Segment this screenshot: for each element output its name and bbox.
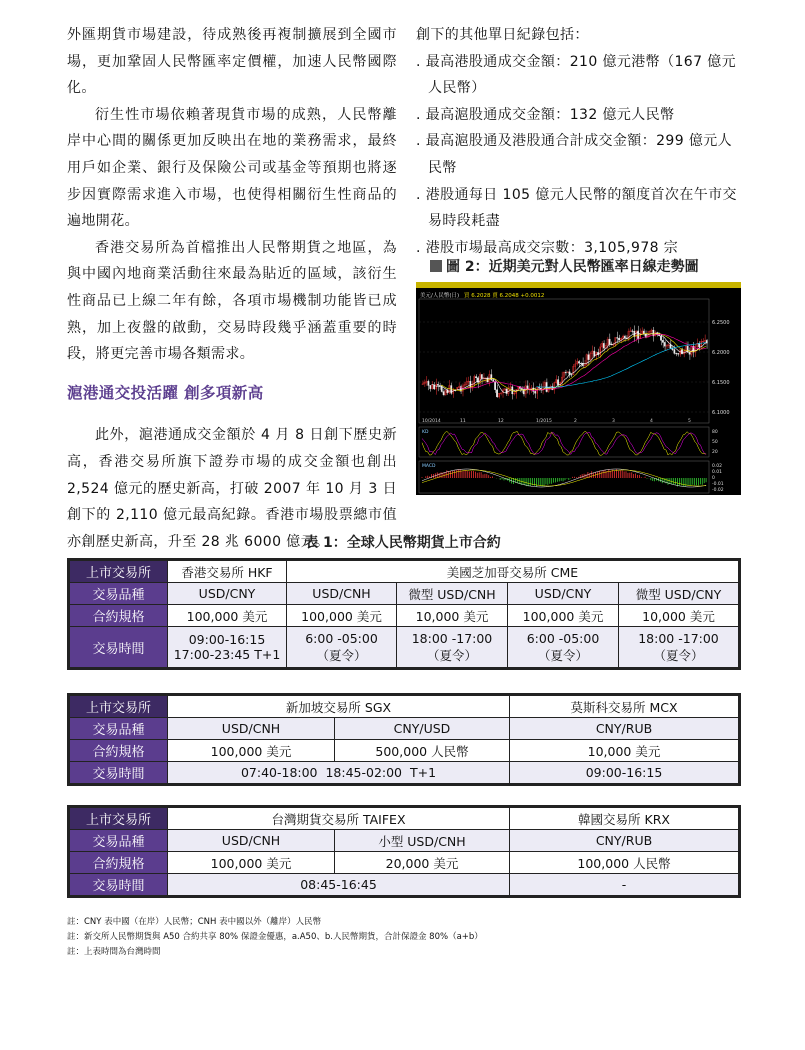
header-cell: 交易時間	[69, 627, 168, 669]
hours-cell: 09:00-16:15 17:00-23:45 T+1	[168, 627, 287, 669]
spec-cell: 10,000 美元	[397, 605, 508, 627]
candle-body	[533, 388, 534, 391]
records-intro: 創下的其他單日紀錄包括：	[416, 27, 589, 43]
spec-cell: 100,000 美元	[168, 605, 287, 627]
chart-header: 美元/人民幣(日)	[420, 293, 460, 299]
hours-cell: 07:40-18:00 18:45-02:00 T+1	[168, 762, 510, 785]
x-tick-label: 10/2014	[422, 419, 441, 424]
left-column	[67, 22, 397, 555]
spec-cell: 100,000 美元	[287, 605, 397, 627]
macd-tick-label: 0	[712, 476, 715, 481]
hours-cell: 08:45-16:45	[168, 874, 510, 897]
table-sgx-mcx	[67, 693, 741, 786]
candle-body	[603, 343, 604, 348]
paragraph-1: 外匯期貨市場建設，待成熟後再複制擴展到全國市場，更加鞏固人民幣匯率定價權，加速人民幣國際化。	[67, 27, 397, 97]
spec-cell: 500,000 人民幣	[335, 740, 510, 762]
x-tick-label: 3	[612, 419, 615, 424]
candle-body	[437, 384, 438, 385]
exchange-cell: 香港交易所 HKF	[168, 560, 287, 583]
product-cell: USD/CNH	[168, 718, 335, 740]
candle-body	[430, 385, 431, 388]
candle-body	[687, 346, 688, 352]
candle-body	[588, 355, 589, 360]
record-item: . 港股市場最高成交宗數：3,105,978 宗	[416, 239, 679, 256]
macd-tick-label: 0.02	[712, 464, 723, 469]
y-tick-label: 6.1500	[712, 380, 730, 386]
exchange-cell: 台灣期貨交易所 TAIFEX	[168, 807, 510, 830]
candle-body	[441, 386, 442, 391]
candle-body	[565, 372, 566, 373]
candle-body	[578, 361, 579, 363]
chart-canvas	[416, 282, 741, 495]
candle-body	[481, 375, 482, 379]
product-cell: 小型 USD/CNH	[335, 830, 510, 852]
square-icon	[430, 260, 442, 272]
candle-body	[681, 350, 682, 354]
candle-body	[618, 338, 619, 340]
x-tick-label: 4	[650, 419, 653, 424]
spec-cell: 10,000 美元	[619, 605, 740, 627]
table-title: 表 1：全球人民幣期貨上市合約	[304, 535, 501, 551]
candle-body	[521, 388, 522, 389]
candle-body	[493, 380, 494, 382]
macd-tick-label: -0.01	[712, 482, 724, 487]
hours-cell: 6:00 -05:00 （夏令）	[287, 627, 397, 669]
header-cell: 上市交易所	[69, 560, 168, 583]
candle-body	[496, 390, 497, 397]
candle-body	[557, 380, 558, 385]
hours-cell: 18:00 -17:00 （夏令）	[397, 627, 508, 669]
osc-tick-label: 80	[712, 430, 718, 435]
header-cell: 交易時間	[69, 762, 168, 785]
osc-tag: MACD	[422, 464, 436, 469]
candle-body	[571, 374, 572, 375]
product-cell: USD/CNY	[168, 583, 287, 605]
spec-cell: 10,000 美元	[510, 740, 740, 762]
y-tick-label: 6.1000	[712, 410, 730, 416]
product-cell: 微型 USD/CNY	[619, 583, 740, 605]
candle-body	[658, 335, 659, 336]
candle-body	[706, 340, 707, 343]
hours-cell: 18:00 -17:00 （夏令）	[619, 627, 740, 669]
record-item: . 最高滬股通成交金額：132 億元人民幣	[416, 106, 675, 123]
paragraph-2: 衍生性市場依賴著現貨市場的成熟，人民幣離岸中心間的關係更加反映出在地的業務需求，最終用戶如企業、銀行及保險公司或基金等預期也將逐步因實際需求進入市場，也使得相關衍生性商品的遍地開花。	[67, 106, 397, 230]
spec-cell: 100,000 美元	[168, 852, 335, 874]
header-cell: 合約規格	[69, 605, 168, 627]
candle-body	[674, 350, 675, 354]
osc-tick-label: 50	[712, 440, 718, 445]
paragraph-4: 此外，滬港通成交金額於 4 月 8 日創下歷史新高，香港交易所旗下證券市場的成交金額也創出 2,524 億元的歷史新高，打破 2007 年 10 月 3 日創下的 2,110 億元最高紀錄。香港市場股票總市值亦創歷史新高，升至 28 兆 6000 億元。	[67, 427, 397, 550]
header-cell: 交易時間	[69, 874, 168, 897]
candle-body	[594, 351, 595, 356]
hours-cell: 09:00-16:15	[510, 762, 740, 785]
spec-cell: 100,000 人民幣	[510, 852, 740, 874]
x-tick-label: 2	[574, 419, 577, 424]
product-cell: CNY/RUB	[510, 718, 740, 740]
candle-body	[538, 387, 539, 388]
header-cell: 上市交易所	[69, 695, 168, 718]
product-cell: CNY/USD	[335, 718, 510, 740]
y-tick-label: 6.2000	[712, 350, 730, 356]
candle-body	[451, 386, 452, 394]
footnote: 註：新交所人民幣期貨與 A50 合約共享 80% 保證金優惠，a.A50、b.人民幣期貨，合計保證金 80%（a+b）	[67, 932, 483, 942]
candle-body	[616, 338, 617, 339]
candle-body	[676, 353, 677, 354]
candle-body	[609, 339, 610, 344]
candle-body	[632, 331, 633, 332]
footnote: 註：CNY 表中國（在岸）人民幣；CNH 表中國以外（離岸）人民幣	[67, 917, 322, 927]
chart-quote: 買 6.2028 賣 6.2048 +0.0012	[464, 293, 545, 299]
candle-body	[677, 353, 678, 354]
candle-body	[443, 392, 444, 395]
x-tick-label: 1/2015	[536, 419, 552, 424]
candle-body	[580, 363, 581, 364]
macd-tick-label: 0.01	[712, 470, 723, 475]
x-tick-label: 11	[460, 419, 466, 424]
header-cell: 交易品種	[69, 830, 168, 852]
header-cell: 合約規格	[69, 852, 168, 874]
table-hkf-cme	[67, 558, 741, 670]
osc-tag: KD	[422, 430, 429, 435]
header-cell: 合約規格	[69, 740, 168, 762]
x-tick-label: 5	[688, 419, 691, 424]
spec-cell: 20,000 美元	[335, 852, 510, 874]
hours-cell: 6:00 -05:00 （夏令）	[508, 627, 619, 669]
candle-body	[506, 389, 507, 394]
header-cell: 交易品種	[69, 583, 168, 605]
candle-body	[662, 340, 663, 342]
spec-cell: 100,000 美元	[508, 605, 619, 627]
product-cell: USD/CNH	[287, 583, 397, 605]
record-item: . 最高滬股通及港股通合計成交金額：299 億元人民幣	[416, 133, 733, 176]
candle-body	[670, 345, 671, 348]
right-column	[416, 22, 741, 261]
x-tick-label: 12	[498, 419, 504, 424]
hours-cell: -	[510, 874, 740, 897]
exchange-cell: 莫斯科交易所 MCX	[510, 695, 740, 718]
product-cell: 微型 USD/CNH	[397, 583, 508, 605]
product-cell: USD/CNH	[168, 830, 335, 852]
record-item: . 港股通每日 105 億元人民幣的額度首次在午市交易時段耗盡	[416, 186, 737, 230]
candle-body	[664, 342, 665, 346]
product-cell: USD/CNY	[508, 583, 619, 605]
section-heading: 滬港通交投活躍 創多項新高	[67, 383, 264, 402]
candlestick-chart	[416, 282, 741, 495]
osc-tick-label: 20	[712, 450, 718, 455]
table-taifex-krx	[67, 805, 741, 898]
exchange-cell: 美國芝加哥交易所 CME	[287, 560, 740, 583]
candle-body	[689, 352, 690, 354]
product-cell: CNY/RUB	[510, 830, 740, 852]
candle-body	[534, 391, 535, 393]
exchange-cell: 韓國交易所 KRX	[510, 807, 740, 830]
y-tick-label: 6.2500	[712, 320, 730, 326]
footnote: 註：上表時間為台灣時間	[67, 947, 161, 957]
exchange-cell: 新加坡交易所 SGX	[168, 695, 510, 718]
candle-body	[428, 381, 429, 385]
candle-body	[494, 381, 495, 389]
macd-tick-label: -0.02	[712, 488, 724, 493]
figure-title: 圖 2：近期美元對人民幣匯率日線走勢圖	[430, 256, 699, 276]
record-item: . 最高港股通成交金額：210 億元港幣（167 億元人民幣）	[416, 53, 737, 97]
header-cell: 上市交易所	[69, 807, 168, 830]
footnotes	[67, 915, 483, 960]
spec-cell: 100,000 美元	[168, 740, 335, 762]
header-cell: 交易品種	[69, 718, 168, 740]
candle-body	[660, 336, 661, 341]
paragraph-3: 香港交易所為首檔推出人民幣期貨之地區，為與中國內地商業活動往來最為貼近的區域，該衍生性商品已上線二年有餘，各項市場機制功能皆已成熟，加上夜盤的啟動，交易時段幾乎涵蓋重要的時段，將更完善市場各類需求。	[67, 239, 397, 363]
candle-body	[475, 377, 476, 378]
